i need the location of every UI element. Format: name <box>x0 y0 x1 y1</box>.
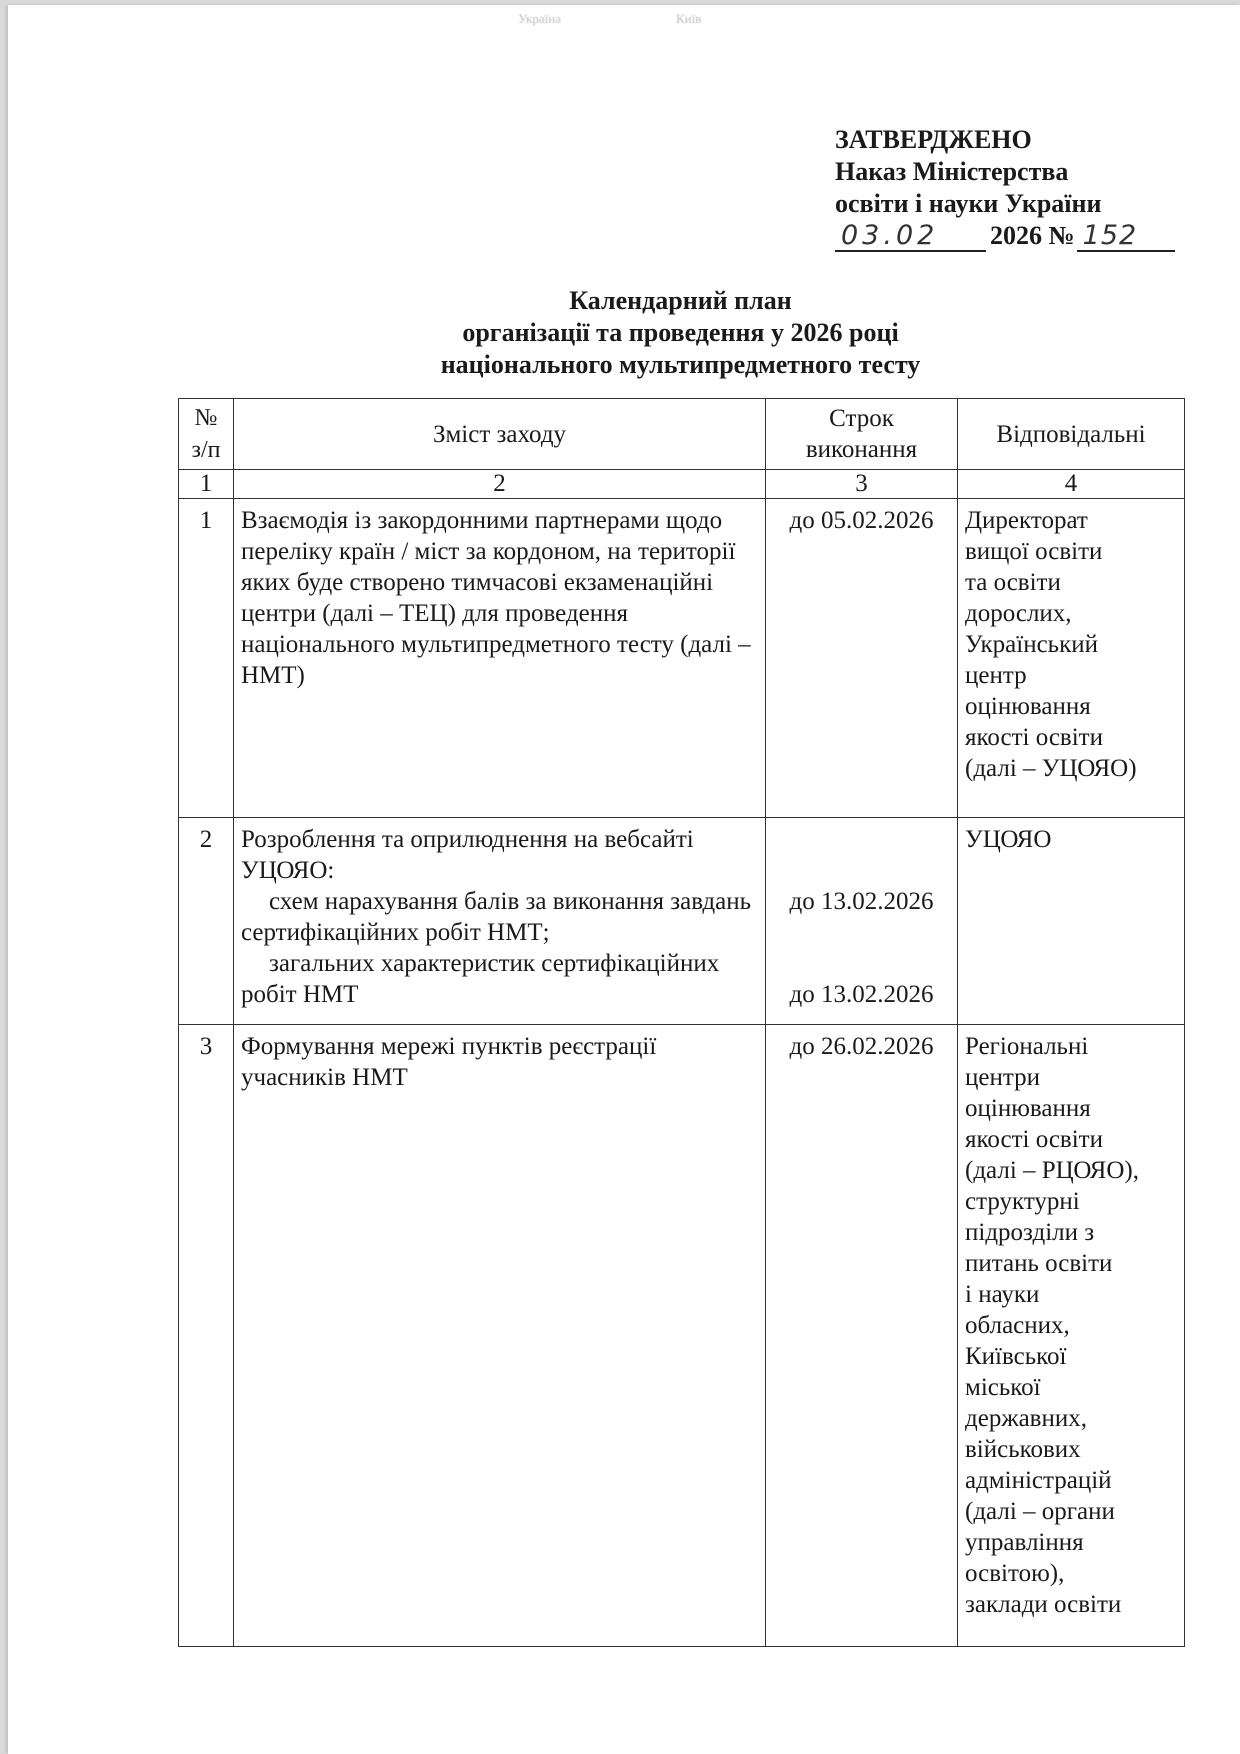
responsible-line: Регіональні <box>965 1033 1089 1060</box>
approval-year-number-label: 2026 № <box>990 221 1075 250</box>
column-number: 3 <box>766 470 958 499</box>
approval-order-line: Наказ Міністерства <box>835 157 1069 186</box>
responsible-line: оцінювання <box>965 693 1091 720</box>
header-content: Зміст заходу <box>234 399 766 470</box>
scan-bleed-text: Україна <box>518 11 561 26</box>
header-deadline-line-1: Строк <box>829 405 894 432</box>
header-deadline <box>766 399 958 470</box>
scan-bleed-text: Київ <box>676 11 702 26</box>
approval-date-line <box>835 220 1175 252</box>
row-deadline: до 05.02.2026 <box>766 499 958 818</box>
header-responsible: Відповідальні <box>958 399 1185 470</box>
header-number-abbrev: з/п <box>191 437 221 463</box>
title-line-1: Календарний план <box>569 286 792 315</box>
responsible-line: центри <box>965 1064 1040 1091</box>
approval-stamp <box>835 124 1175 252</box>
responsible-line: питань освіти <box>965 1250 1113 1277</box>
responsible-line: управління <box>965 1529 1084 1556</box>
responsible-line: підрозділи з <box>965 1219 1095 1246</box>
responsible-line: заклади освіти <box>965 1591 1122 1618</box>
table-header-row <box>179 399 1185 470</box>
responsible-line: освітою), <box>965 1560 1065 1587</box>
row-content: Взаємодія із закордонними партнерами щодо переліку країн / міст за кордоном, на території яких буде створено тимчасові екзаменаційні центри (далі – ТЕЦ) для проведення національного мультипредметного тесту (далі – НМТ) <box>234 499 766 818</box>
row-responsible <box>958 818 1185 1025</box>
document-title <box>178 285 1183 381</box>
responsible-line: Директорат <box>965 507 1088 534</box>
table-row <box>179 499 1185 818</box>
responsible-line: УЦОЯО <box>965 826 1052 853</box>
responsible-line: та освіти <box>965 569 1061 596</box>
header-number-symbol: № <box>194 405 218 431</box>
row-content-intro: Розроблення та оприлюднення на вебсайті УЦОЯО: <box>241 826 694 884</box>
row-number: 3 <box>179 1025 234 1647</box>
responsible-line: міської <box>965 1374 1041 1401</box>
title-line-2: організації та проведення у 2026 році <box>462 318 899 347</box>
responsible-line: якості освіти <box>965 1126 1103 1153</box>
approval-heading: ЗАТВЕРДЖЕНО <box>835 125 1032 154</box>
title-line-3: національного мультипредметного тесту <box>440 350 921 379</box>
calendar-plan-table <box>178 398 1185 1647</box>
table-row <box>179 818 1185 1025</box>
row-number: 1 <box>179 499 234 818</box>
row-responsible <box>958 499 1185 818</box>
row-deadline-item: до 13.02.2026 <box>789 981 934 1008</box>
responsible-line: дорослих, <box>965 600 1072 627</box>
approval-ministry-line: освіти і науки України <box>835 189 1102 218</box>
row-content-item: загальних характеристик сертифікаційних робіт НМТ <box>241 950 720 1008</box>
column-number: 2 <box>234 470 766 499</box>
responsible-line: державних, <box>965 1405 1087 1432</box>
table-row <box>179 1025 1185 1647</box>
column-number: 1 <box>179 470 234 499</box>
row-number: 2 <box>179 818 234 1025</box>
responsible-line: структурні <box>965 1188 1080 1215</box>
responsible-line: військових <box>965 1436 1081 1463</box>
responsible-line: і науки <box>965 1281 1040 1308</box>
row-content-item: схем нарахування балів за виконання завдань сертифікаційних робіт НМТ; <box>241 888 752 946</box>
column-number: 4 <box>958 470 1185 499</box>
row-deadline: до 26.02.2026 <box>766 1025 958 1647</box>
header-deadline-line-2: виконання <box>805 436 918 463</box>
responsible-line: адміністрацій <box>965 1467 1112 1494</box>
responsible-line: Український <box>965 631 1098 658</box>
responsible-line: (далі – РЦОЯО), <box>965 1157 1139 1184</box>
responsible-line: обласних, <box>965 1312 1070 1339</box>
column-number-row <box>179 470 1185 499</box>
header-number <box>179 399 234 470</box>
responsible-line: оцінювання <box>965 1095 1091 1122</box>
row-content: Формування мережі пунктів реєстрації учасників НМТ <box>234 1025 766 1647</box>
responsible-line: (далі – органи <box>965 1498 1115 1525</box>
row-deadline-item: до 13.02.2026 <box>789 888 934 915</box>
responsible-line: Київської <box>965 1343 1067 1370</box>
handwritten-date: 03.02 <box>835 222 986 252</box>
responsible-line: центр <box>965 662 1027 689</box>
row-content <box>234 818 766 1025</box>
row-deadline <box>766 818 958 1025</box>
responsible-line: (далі – УЦОЯО) <box>965 755 1137 782</box>
handwritten-order-number: 152 <box>1077 222 1175 252</box>
responsible-line: якості освіти <box>965 724 1103 751</box>
row-responsible <box>958 1025 1185 1647</box>
responsible-line: вищої освіти <box>965 538 1103 565</box>
